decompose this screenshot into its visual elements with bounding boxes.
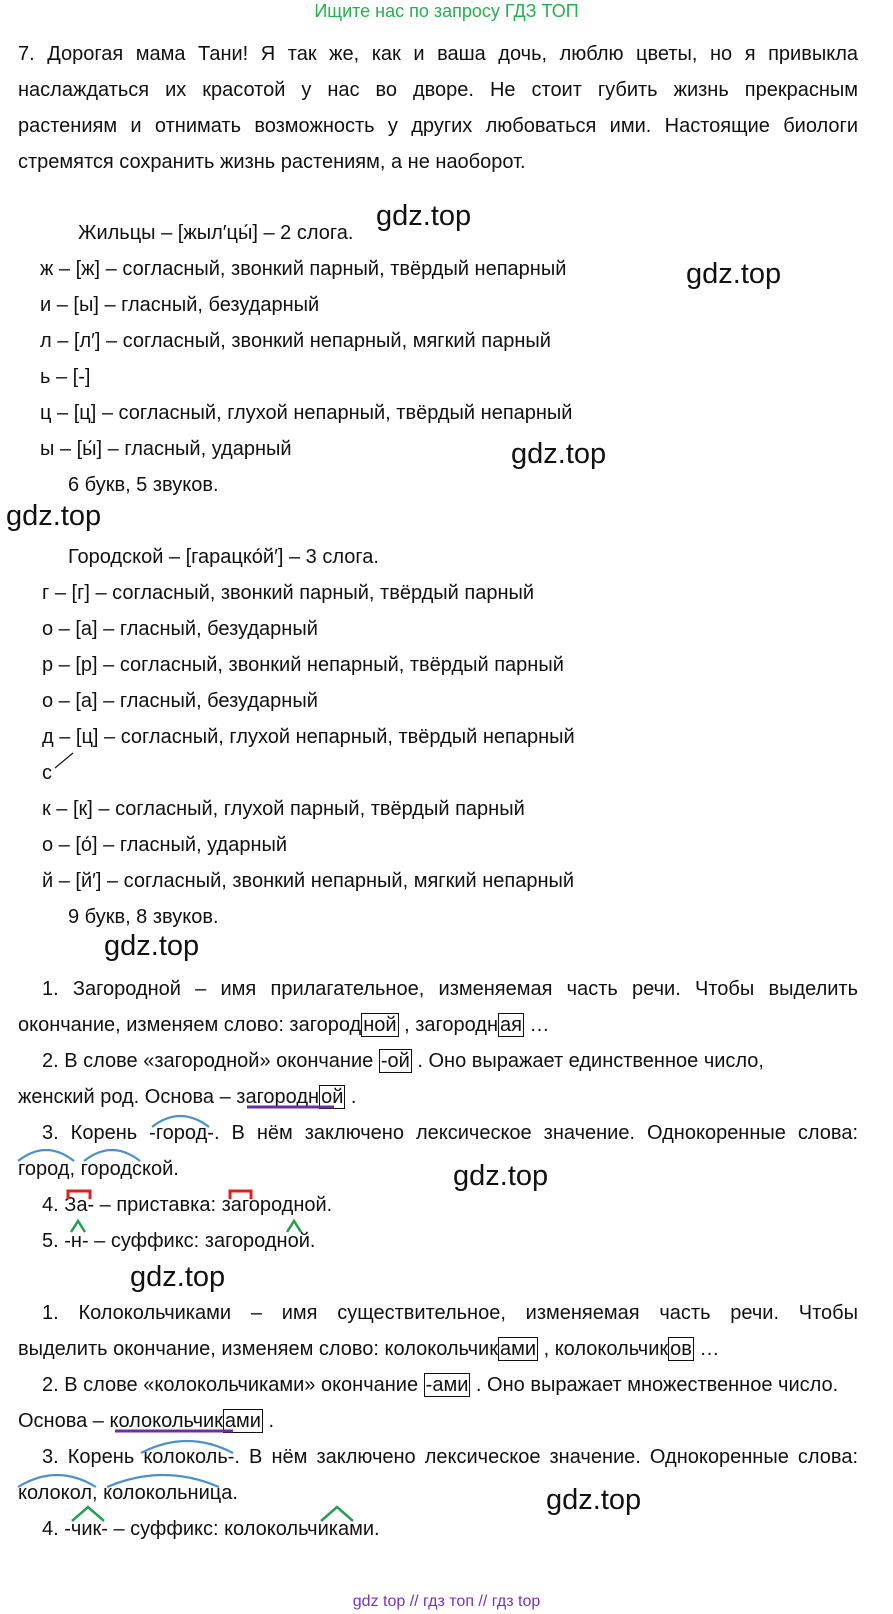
parse1-p4: 4. За- – приставка: загородной. <box>42 1194 333 1216</box>
text-segment: , колокольчик <box>538 1338 669 1360</box>
text-segment: , загородн <box>398 1014 498 1036</box>
word1-row: ы – [ы́] – гласный, ударный <box>40 438 292 460</box>
text-segment: . <box>345 1086 357 1108</box>
parse2-p1-line2 <box>18 1331 719 1367</box>
watermark: gdz.top <box>686 258 782 290</box>
word1-row: ь – [-] <box>40 366 91 388</box>
text-segment: . Оно выражает множественное число. <box>470 1374 839 1396</box>
text-segment: 2. В слове «загородной» окончание <box>42 1050 379 1072</box>
ending-box: ой <box>321 1086 344 1108</box>
watermark: gdz.top <box>6 500 102 532</box>
parse2-p2-line1 <box>42 1367 838 1403</box>
parse1-p3-line2: город, городской. <box>18 1158 179 1180</box>
word2-row: о – [а] – гласный, безударный <box>42 618 318 640</box>
search-banner[interactable]: Ищите нас по запросу ГДЗ ТОП <box>314 1 579 21</box>
text-segment: … <box>523 1014 550 1036</box>
word1-header: Жильцы – [жыл′цы́] – 2 слога. <box>78 222 354 244</box>
text-segment: женский род. Основа – <box>18 1086 237 1108</box>
watermark: gdz.top <box>453 1160 549 1192</box>
text-segment: … <box>693 1338 720 1360</box>
ending-box: -ой <box>380 1050 410 1072</box>
ending-box: -ами <box>425 1374 469 1396</box>
letter-line-1: 7. Дорогая мама Тани! Я так же, как и ваша дочь, люблю цветы, но я привыкла <box>18 43 858 65</box>
word2-row: к – [к] – согласный, глухой парный, твёрдый парный <box>42 798 525 820</box>
word1-summary: 6 букв, 5 звуков. <box>68 474 219 496</box>
ending-box: ов <box>670 1338 692 1360</box>
word1-row: и – [ы] – гласный, безударный <box>40 294 320 316</box>
word2-header: Городской – [гарацко́й′] – 3 слога. <box>68 546 379 568</box>
stem-text: загородн <box>236 1086 320 1108</box>
word2-row: й – [й′] – согласный, звонкий непарный, мягкий непарный <box>42 870 575 892</box>
text-segment: . <box>262 1410 275 1432</box>
ending-box: ая <box>500 1014 522 1036</box>
text-segment: 2. В слове «колокольчиками» окончание <box>42 1374 424 1396</box>
letter-line-4: стремятся сохранить жизнь растениям, а не наоборот. <box>18 151 526 173</box>
word2-row: г – [г] – согласный, звонкий парный, твёрдый парный <box>42 582 535 604</box>
parse1-p1-line1: 1. Загородной – имя прилагательное, изменяемая часть речи. Чтобы выделить <box>42 978 858 1000</box>
word2-row: р – [р] – согласный, звонкий непарный, твёрдый парный <box>42 654 564 676</box>
watermark: gdz.top <box>130 1261 226 1293</box>
merge-slash-mark <box>55 753 73 768</box>
letter-line-2: наслаждаться их красотой у нас во дворе. Не стоит губить жизнь прекрасным <box>18 79 858 101</box>
word2-row: д – [ц] – согласный, глухой непарный, твёрдый непарный <box>42 726 575 748</box>
word1-row: л – [л′] – согласный, звонкий непарный, мягкий парный <box>40 330 551 352</box>
word2-summary: 9 букв, 8 звуков. <box>68 906 219 928</box>
parse1-p2-line2 <box>18 1079 357 1115</box>
parse2-p3-line2: колокол, колокольница. <box>18 1482 238 1504</box>
word1-row: ц – [ц] – согласный, глухой непарный, твёрдый непарный <box>40 402 573 424</box>
ending-box: ами <box>499 1338 537 1360</box>
footer-links[interactable]: gdz top // гдз топ // гдз top <box>352 1593 541 1610</box>
word1-row: ж – [ж] – согласный, звонкий парный, твёрдый непарный <box>40 258 567 280</box>
parse2-p2-line2 <box>18 1403 274 1439</box>
watermark: gdz.top <box>546 1484 642 1516</box>
word2-row: с <box>42 762 52 784</box>
parse1-p2-line1 <box>42 1043 764 1079</box>
parse1-p3-line1: 3. Корень -город-. В нём заключено лексическое значение. Однокоренные слова: <box>42 1122 858 1144</box>
parse1-p1-line2 <box>18 1007 550 1043</box>
parse2-p3-line1: 3. Корень колоколь-. В нём заключено лексическое значение. Однокоренные слова: <box>42 1446 858 1468</box>
watermark: gdz.top <box>511 438 607 470</box>
word2-row: о – [о́] – гласный, ударный <box>42 834 288 856</box>
stem-text: колокольчик <box>109 1410 223 1432</box>
letter-line-3: растениям и отнимать возможность у других любоваться ими. Настоящие биологи <box>18 115 858 137</box>
word2-row: о – [а] – гласный, безударный <box>42 690 318 712</box>
text-segment: выделить окончание, изменяем слово: колокольчик <box>18 1338 498 1360</box>
watermark: gdz.top <box>104 930 200 962</box>
text-segment: окончание, изменяем слово: загород <box>18 1014 362 1036</box>
text-segment: Основа – <box>18 1410 110 1432</box>
parse1-p5: 5. -н- – суффикс: загородной. <box>42 1230 316 1252</box>
ending-box: ной <box>363 1014 397 1036</box>
text-segment: . Оно выражает единственное число, <box>411 1050 764 1072</box>
parse2-p4: 4. -чик- – суффикс: колокольчиками. <box>42 1518 380 1540</box>
parse2-p1-line1: 1. Колокольчиками – имя существительное, изменяемая часть речи. Чтобы <box>42 1302 858 1324</box>
watermark: gdz.top <box>376 200 472 232</box>
ending-box: ами <box>224 1410 261 1432</box>
